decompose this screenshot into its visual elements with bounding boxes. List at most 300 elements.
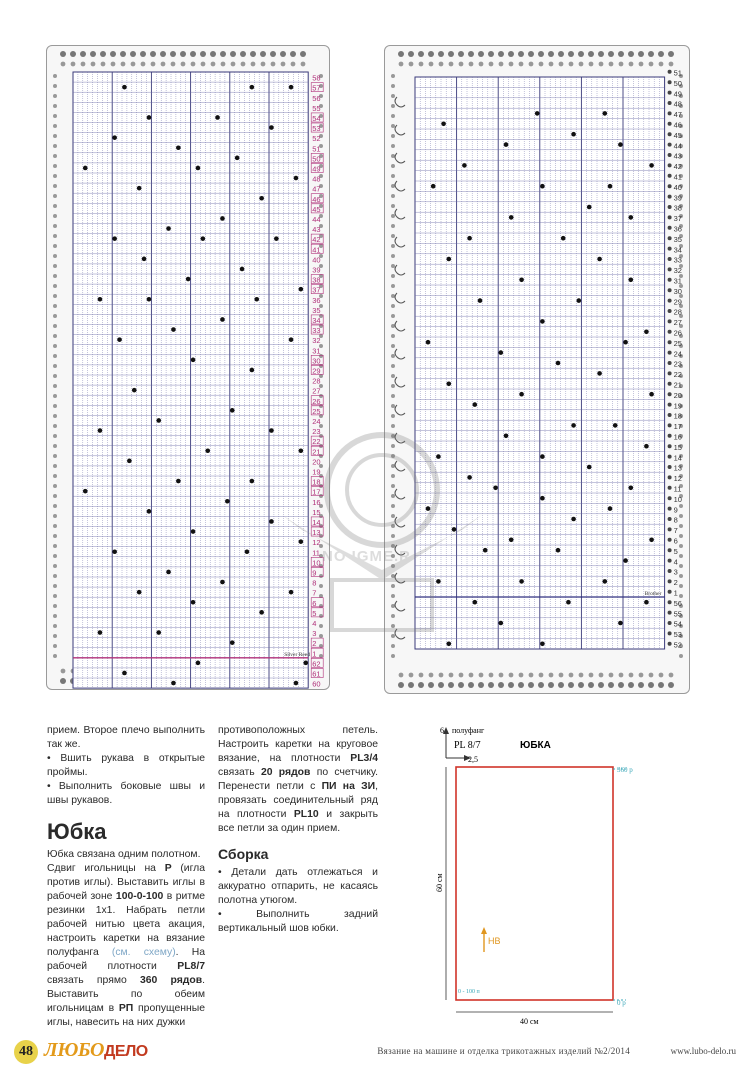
left-punchcard-chart [46,45,330,690]
side-hole-icon [53,214,57,218]
stitch-dot [473,402,478,407]
row-number: 9 [673,505,678,515]
stitch-dot [644,600,649,605]
side-hole-icon [53,474,57,478]
row-dot-icon [668,309,672,313]
stitch-dot [441,122,446,127]
stitch-dot [618,142,623,147]
punch-hole-icon [579,673,584,678]
side-hole-icon [53,284,57,288]
stitch-dot [269,428,274,433]
stitch-dot [571,517,576,522]
row-number: 17 [312,487,321,497]
punch-hole-icon [658,51,664,57]
punch-hole-icon [618,51,624,57]
sinker-label: Silver Reed [284,651,311,658]
punch-hole-icon [518,682,524,688]
hook-icon [395,629,405,639]
side-hole-icon [53,274,57,278]
stitch-dot [603,579,608,584]
side-hole-icon [53,324,57,328]
stitch-dot [499,621,504,626]
punch-hole-icon [618,682,624,688]
row-number: 47 [673,110,682,120]
punch-hole-icon [639,62,644,67]
stitch-dot [644,330,649,335]
punch-hole-icon [508,51,514,57]
punch-hole-icon [61,669,66,674]
row-dot-icon [668,267,672,271]
row-number: 19 [312,467,321,477]
side-hole-icon [53,184,57,188]
stitch-dot [499,350,504,355]
punch-hole-icon [629,673,634,678]
side-hole-icon [391,424,395,428]
side-hole-icon [53,74,57,78]
punch-hole-icon [599,673,604,678]
row-number: 30 [673,286,682,296]
side-hole-icon [391,454,395,458]
side-hole-icon [53,94,57,98]
row-dot-icon [668,413,672,417]
side-hole-icon [53,504,57,508]
row-dot-icon [668,611,672,615]
row-number: 47 [312,184,321,194]
row-number: 30 [312,356,321,366]
row-number: 20 [312,457,321,467]
row-number: 25 [312,406,321,416]
punch-hole-icon [220,51,226,57]
punch-hole-icon [559,62,564,67]
row-number: 28 [312,376,321,386]
punch-hole-icon [528,682,534,688]
punch-hole-icon [628,51,634,57]
stitch-dot [191,529,196,534]
punch-hole-icon [448,51,454,57]
row-number: 34 [673,245,682,255]
punch-hole-icon [81,62,86,67]
stitch-dot [230,408,235,413]
punch-hole-icon [478,51,484,57]
punch-hole-icon [469,62,474,67]
side-hole-icon [391,534,395,538]
row-number: 54 [312,114,321,123]
side-hole-icon [53,114,57,118]
punch-hole-icon [170,51,176,57]
side-hole-icon [53,204,57,208]
stitch-dot [127,459,132,464]
row-dot-icon [668,475,672,479]
stitch-dot [587,465,592,470]
punch-hole-icon [300,51,306,57]
stitch-dot [142,257,147,262]
stitch-dot [250,368,255,373]
row-number: 28 [673,307,682,317]
side-hole-icon [53,524,57,528]
punch-hole-icon [549,62,554,67]
row-number: 26 [312,396,321,406]
punch-hole-icon [519,673,524,678]
row-number: 16 [312,497,321,507]
row-number: 46 [673,120,682,130]
hook-icon [395,545,405,555]
bold-run: РП [118,1003,134,1014]
stitch-dot [556,548,561,553]
stitch-dot [597,371,602,376]
row-dot-icon [668,319,672,323]
row-dot-icon [668,579,672,583]
punch-hole-icon [419,62,424,67]
row-number: 3 [312,629,317,639]
punch-hole-icon [409,62,414,67]
row-number: 31 [312,346,321,356]
row-dot-icon [668,403,672,407]
label-0r: 0 р [617,999,626,1007]
row-number: 18 [673,411,682,421]
row-number: 29 [312,366,321,376]
hook-icon [395,461,405,471]
text-run: противоположных петель. Настроить каретки на круговое вязание, на плотности [218,725,378,764]
bullet-steam: • Детали дать отлежаться и аккуратно отпарить, не касаясь полотна утюгом. [218,867,378,906]
stitch-dot [426,340,431,345]
row-number: 45 [673,130,682,140]
punch-hole-icon [419,673,424,678]
punch-hole-icon [181,62,186,67]
side-hole-icon [53,514,57,518]
side-hole-icon [53,624,57,628]
side-hole-icon [391,244,395,248]
side-hole-icon [391,164,395,168]
stitch-dot [147,115,152,120]
row-number: 48 [312,174,321,184]
punch-hole-icon [669,62,674,67]
row-dot-icon [668,174,672,178]
side-hole-icon [391,434,395,438]
stitch-dot [629,486,634,491]
punch-hole-icon [549,673,554,678]
stitch-dot [519,579,524,584]
punch-hole-icon [608,682,614,688]
punch-hole-icon [489,62,494,67]
stitch-dot [561,236,566,241]
side-hole-icon [53,154,57,158]
stitch-dot [132,388,137,393]
row-number: 39 [312,265,321,275]
axis-label: полуфанг [452,726,485,735]
row-number: 55 [673,609,682,619]
punch-hole-icon [409,673,414,678]
row-number: 27 [312,386,321,396]
punch-hole-icon [579,62,584,67]
punch-hole-icon [439,62,444,67]
bold-run: PL3/4 [350,753,378,764]
bold-run: PL8/7 [177,961,205,972]
side-hole-icon [53,534,57,538]
side-hole-icon [679,564,683,568]
stitch-dot [112,549,117,554]
row-number: 60 [312,679,321,689]
row-dot-icon [668,486,672,490]
row-number: 62 [312,659,321,669]
stitch-dot [196,661,201,666]
stitch-dot [215,115,220,120]
side-hole-icon [53,254,57,258]
row-number: 8 [312,578,317,588]
punch-hole-icon [609,673,614,678]
punch-hole-icon [398,682,404,688]
row-number: 4 [312,619,317,628]
stitch-dot [220,580,225,585]
bold-run: 100-0-100 [115,891,164,902]
row-number: 54 [673,619,682,629]
scheme-link[interactable]: (см. схему) [111,947,176,958]
row-dot-icon [668,600,672,604]
row-number: 45 [312,204,321,214]
row-number: 22 [673,370,682,380]
stitch-dot [540,454,545,459]
side-hole-icon [391,94,395,98]
row-number: 31 [673,276,682,286]
stitch-dot [571,132,576,137]
stitch-dot [259,196,264,201]
row-dot-icon [668,101,672,105]
side-hole-icon [391,414,395,418]
bold-run: PL10 [293,809,319,820]
text-run: , провязать соединительный ряд на плотности [218,781,378,820]
row-dot-icon [668,351,672,355]
side-hole-icon [391,554,395,558]
stitch-dot [540,496,545,501]
punch-hole-icon [250,51,256,57]
hook-icon [395,405,405,415]
row-number: 17 [673,422,682,432]
assembly-heading: Сборка [218,846,269,862]
punch-hole-icon [418,682,424,688]
stitch-dot [649,538,654,543]
side-hole-icon [53,244,57,248]
punch-hole-icon [478,682,484,688]
pl-label: PL 8/7 [454,740,481,751]
side-hole-icon [53,264,57,268]
punch-hole-icon [598,51,604,57]
punch-hole-icon [449,673,454,678]
side-hole-icon [391,604,395,608]
row-number: 40 [673,182,682,192]
row-number: 1 [312,649,317,659]
side-hole-icon [679,504,683,508]
punch-hole-icon [509,673,514,678]
side-hole-icon [53,604,57,608]
row-dot-icon [668,80,672,84]
stitch-dot [245,549,250,554]
punch-hole-icon [459,62,464,67]
side-hole-icon [53,404,57,408]
punch-hole-icon [151,62,156,67]
text-column-1 [47,724,205,1030]
punch-hole-icon [191,62,196,67]
row-number: 2 [312,639,317,649]
side-hole-icon [391,154,395,158]
side-hole-icon [391,254,395,258]
stitch-dot [519,392,524,397]
side-hole-icon [53,304,57,308]
left-chart-svg [47,46,329,689]
side-hole-icon [391,374,395,378]
side-hole-icon [679,554,683,558]
row-number: 12 [312,538,321,548]
row-number: 7 [673,526,678,536]
row-number: 21 [673,380,682,390]
stitch-dot [535,111,540,116]
row-dot-icon [668,590,672,594]
side-hole-icon [53,444,57,448]
punch-hole-icon [539,62,544,67]
punch-hole-icon [559,673,564,678]
punch-hole-icon [529,673,534,678]
row-dot-icon [668,70,672,74]
side-hole-icon [391,304,395,308]
row-number: 50 [312,154,321,164]
stitch-dot [478,298,483,303]
side-hole-icon [391,504,395,508]
stitch-dot [299,448,304,453]
row-dot-icon [668,538,672,542]
page-footer [0,1036,750,1066]
row-number: 43 [312,225,321,235]
row-number: 51 [312,144,321,154]
stitch-dot [186,277,191,282]
punch-hole-icon [599,62,604,67]
row-dot-icon [668,382,672,386]
side-hole-icon [319,604,323,608]
punch-hole-icon [588,682,594,688]
side-hole-icon [679,654,683,658]
punch-hole-icon [121,62,126,67]
punch-hole-icon [408,51,414,57]
side-hole-icon [391,404,395,408]
row-number: 7 [312,588,317,598]
row-dot-icon [668,631,672,635]
row-dot-icon [668,465,672,469]
stitch-dot [98,630,103,635]
stitch-dot [122,671,127,676]
stitch-dot [83,489,88,494]
punch-hole-icon [399,673,404,678]
side-hole-icon [391,114,395,118]
punch-hole-icon [150,51,156,57]
punch-hole-icon [598,682,604,688]
punch-hole-icon [658,682,664,688]
side-hole-icon [391,284,395,288]
punch-hole-icon [648,682,654,688]
side-hole-icon [53,594,57,598]
punch-hole-icon [469,673,474,678]
row-number: 49 [312,164,321,174]
punch-hole-icon [669,673,674,678]
label-0-100: 0 - 100 п [458,989,480,995]
stitch-dot [436,454,441,459]
row-number: 21 [312,447,321,457]
side-hole-icon [53,484,57,488]
bold-run: Р [164,863,172,874]
text-run: в ритме резинки 1х1. Набрать петли рабочей нитью цвета акация, настроить каретки на вязание полуфанга [47,891,205,958]
side-hole-icon [53,124,57,128]
text-run: . Выставить по обеим игольницам в [47,975,206,1014]
row-number: 32 [312,336,321,346]
row-number: 40 [312,255,321,265]
side-hole-icon [53,314,57,318]
row-dot-icon [668,330,672,334]
punch-hole-icon [398,51,404,57]
stitch-dot [597,257,602,262]
hook-icon [395,377,405,387]
stitch-dot [171,327,176,332]
row-dot-icon [668,111,672,115]
punch-hole-icon [271,62,276,67]
punch-hole-icon [281,62,286,67]
row-number: 53 [673,630,682,640]
row-number: 36 [312,295,321,305]
punch-hole-icon [211,62,216,67]
stitch-dot [269,125,274,130]
value-25: 2,5 [468,755,478,764]
punch-hole-icon [468,682,474,688]
punch-hole-icon [499,62,504,67]
stitch-dot [571,423,576,428]
stitch-dot [452,527,457,532]
side-hole-icon [53,614,57,618]
row-number: 10 [673,494,682,504]
side-hole-icon [679,594,683,598]
hook-icon [395,601,405,611]
row-number: 12 [673,474,682,484]
stitch-dot [220,216,225,221]
punch-hole-icon [519,62,524,67]
stitch-dot [137,186,142,191]
row-dot-icon [668,236,672,240]
stitch-dot [235,156,240,161]
row-dot-icon [668,257,672,261]
side-hole-icon [53,544,57,548]
label-360: 360 р [617,766,633,774]
row-number: 24 [312,417,321,426]
stitch-dot [147,297,152,302]
punch-hole-icon [190,51,196,57]
punch-hole-icon [100,51,106,57]
punch-hole-icon [498,682,504,688]
row-number: 18 [312,477,321,487]
stitch-dot [122,85,127,90]
side-hole-icon [53,564,57,568]
punch-hole-icon [659,673,664,678]
row-dot-icon [668,143,672,147]
row-number: 51 [673,68,682,78]
bullet-back-seam: • Выполнить задний вертикальный шов юбки. [218,909,378,934]
side-hole-icon [53,354,57,358]
side-hole-icon [391,144,395,148]
stitch-dot [587,205,592,210]
website-url[interactable]: www.lubo-delo.ru [670,1046,736,1056]
punch-hole-icon [458,51,464,57]
side-hole-icon [391,224,395,228]
hook-icon [395,265,405,275]
punch-hole-icon [488,682,494,688]
stitch-dot [649,392,654,397]
stitch-dot [504,142,509,147]
punch-hole-icon [498,51,504,57]
side-hole-icon [53,634,57,638]
row-dot-icon [668,455,672,459]
